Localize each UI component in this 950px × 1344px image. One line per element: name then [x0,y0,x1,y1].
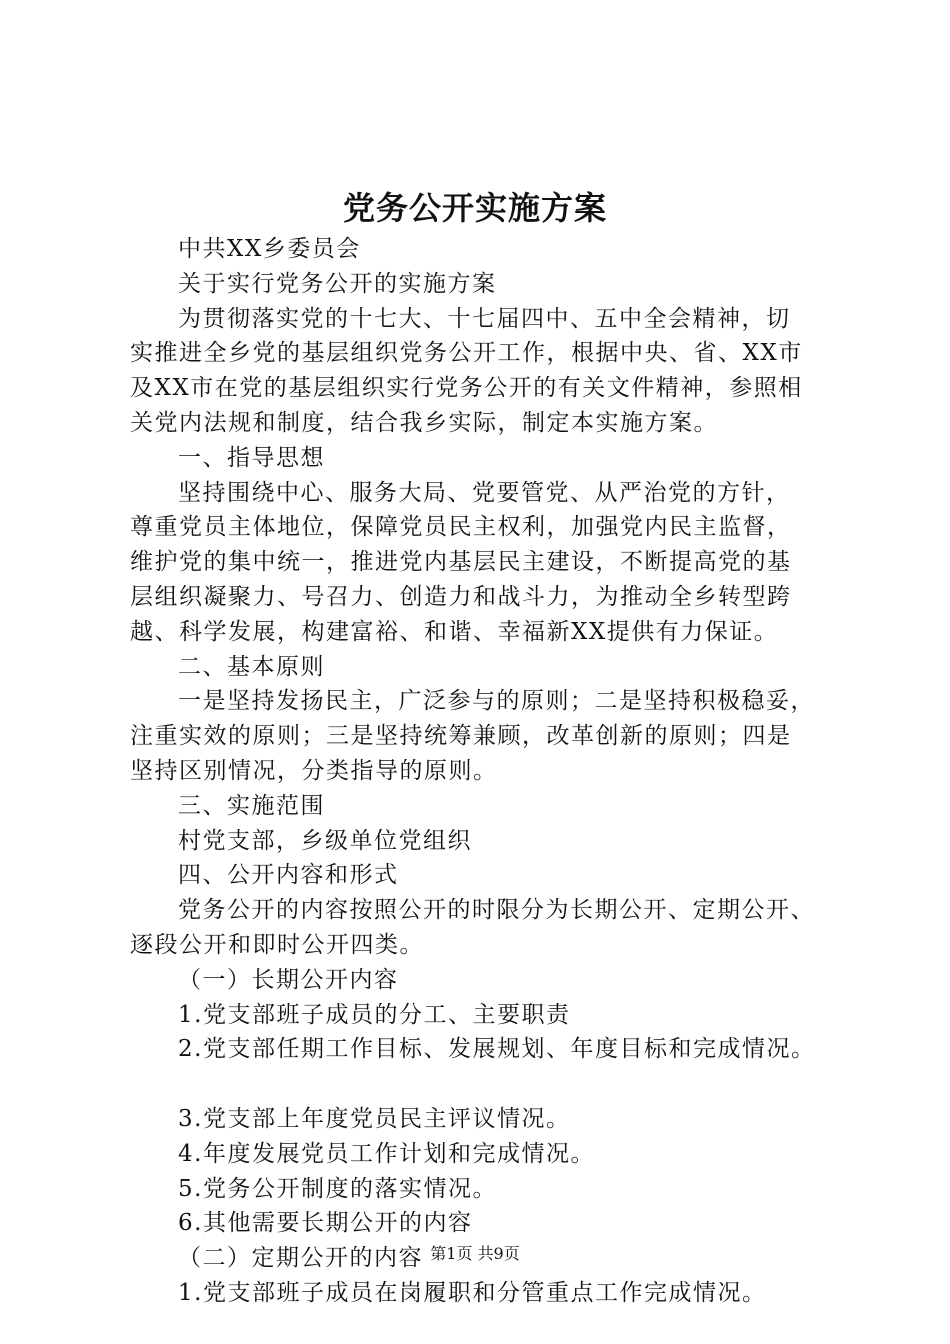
body-line: 中共XX乡委员会 [178,236,361,262]
body-line: 二、基本原则 [178,653,325,680]
body-line: 6.其他需要长期公开的内容 [178,1210,473,1237]
body-line: 5.党务公开制度的落实情况。 [178,1175,497,1202]
body-line: 2.党支部任期工作目标、发展规划、年度目标和完成情况。 [178,1036,816,1063]
page-footer: 第1页 共9页 [430,1244,520,1263]
body-line: 坚持围绕中心、服务大局、党要管党、从严治党的方针， [178,479,791,506]
body-line: 越、科学发展，构建富裕、和谐、幸福新XX提供有力保证。 [130,618,779,645]
body-line: 1.党支部班子成员在岗履职和分管重点工作完成情况。 [178,1279,767,1306]
body-line: 为贯彻落实党的十七大、十七届四中、五中全会精神，切 [178,305,791,332]
blank-line [130,1067,830,1102]
body-line: 及XX市在党的基层组织实行党务公开的有关文件精神，参照相 [130,375,803,402]
body-line: 1.党支部班子成员的分工、主要职责 [178,1001,571,1028]
document-title: 党务公开实施方案 [342,189,607,227]
body-line: （一）长期公开内容 [178,966,399,993]
document-body [130,232,830,1311]
body-line: 村党支部，乡级单位党组织 [178,827,472,854]
body-line: 党务公开的内容按照公开的时限分为长期公开、定期公开、 [178,897,815,924]
body-line: 关于实行党务公开的实施方案 [178,270,497,297]
body-line: 维护党的集中统一，推进党内基层民主建设，不断提高党的基 [130,549,792,576]
body-line: （二）定期公开的内容 [178,1245,423,1272]
body-line: 3.党支部上年度党员民主评议情况。 [178,1105,571,1132]
body-line: 尊重党员主体地位，保障党员民主权利，加强党内民主监督， [130,514,792,541]
body-line: 一是坚持发扬民主，广泛参与的原则；二是坚持积极稳妥， [178,688,815,715]
body-line: 实推进全乡党的基层组织党务公开工作，根据中央、省、XX市 [130,340,803,367]
body-line: 注重实效的原则；三是坚持统筹兼顾，改革创新的原则；四是 [130,723,792,750]
body-line: 关党内法规和制度，结合我乡实际，制定本实施方案。 [130,409,718,436]
body-line: 坚持区别情况，分类指导的原则。 [130,757,498,784]
body-line: 逐段公开和即时公开四类。 [130,931,424,958]
body-line: 四、公开内容和形式 [178,862,399,889]
body-line: 三、实施范围 [178,792,325,819]
body-line: 4.年度发展党员工作计划和完成情况。 [178,1140,595,1167]
body-line: 一、指导思想 [178,444,325,471]
body-line: 层组织凝聚力、号召力、创造力和战斗力，为推动全乡转型跨 [130,583,792,610]
